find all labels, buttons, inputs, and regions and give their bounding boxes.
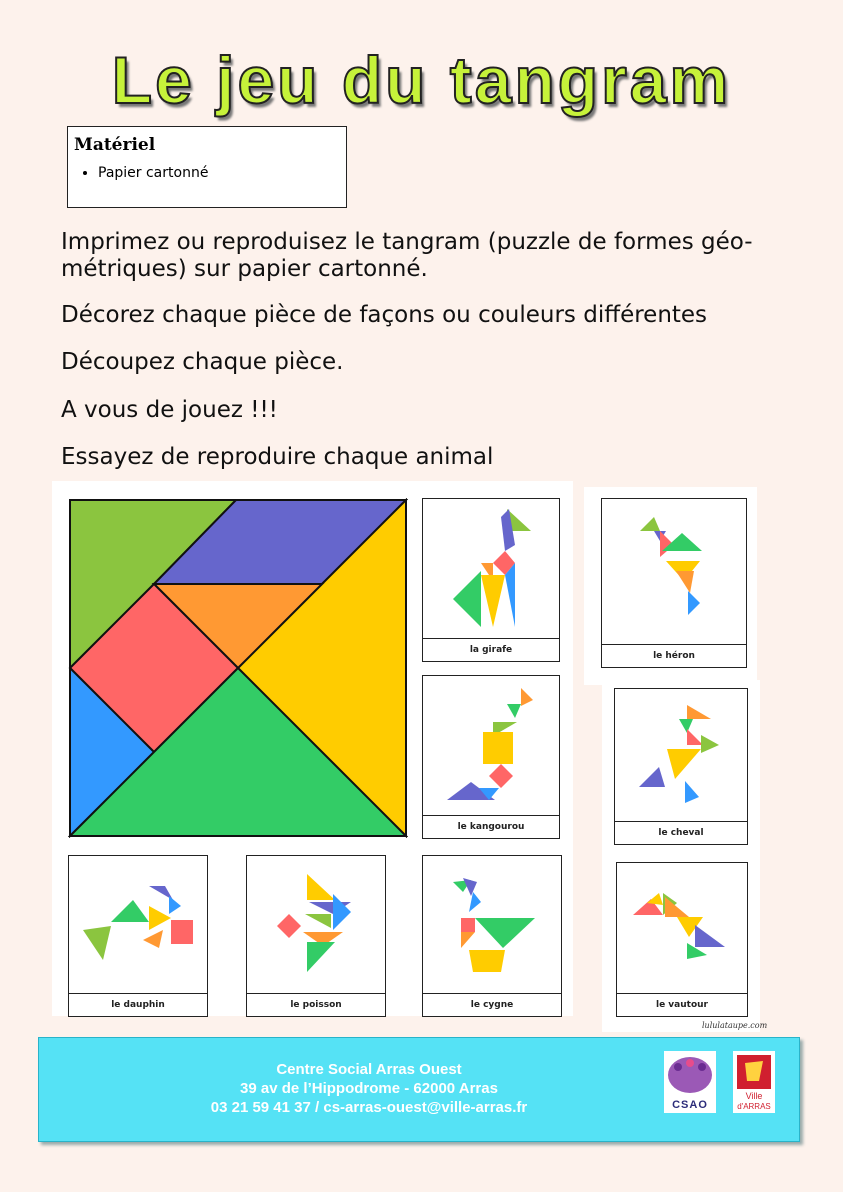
footer-org-name: Centre Social Arras Ouest <box>276 1061 462 1078</box>
animal-label: le cygne <box>423 993 561 1016</box>
tangram-square <box>68 498 408 838</box>
credit-text: lululataupe.com <box>702 1021 768 1030</box>
animal-card-vautour <box>616 862 748 1017</box>
footer-banner <box>38 1037 800 1142</box>
animal-label: la girafe <box>423 638 559 661</box>
materiel-heading: Matériel <box>74 135 156 155</box>
footer-contact: 03 21 59 41 37 / cs-arras-ouest@ville-arras.fr <box>210 1099 528 1116</box>
csao-logo-text: CSAO <box>672 1099 708 1111</box>
instruction-line: Décorez chaque pièce de façons ou couleurs différentes <box>61 302 708 328</box>
animal-card-poisson <box>246 855 386 1017</box>
animal-card-cygne <box>422 855 562 1017</box>
instruction-line: Découpez chaque pièce. <box>61 349 344 375</box>
ville-logo-text-2: d'ARRAS <box>737 1102 771 1111</box>
animal-card-heron <box>601 498 747 668</box>
materiel-box <box>67 126 347 208</box>
animal-card-kangourou <box>422 675 560 839</box>
animal-card-cheval <box>614 688 748 845</box>
heron-figure <box>602 499 746 643</box>
animal-card-girafe <box>422 498 560 662</box>
vautour-figure <box>617 863 747 992</box>
cheval-figure <box>615 689 747 822</box>
csao-logo <box>664 1051 716 1113</box>
kangourou-figure <box>423 676 559 814</box>
ville-arras-logo <box>733 1051 775 1113</box>
dauphin-figure <box>69 856 207 992</box>
animal-label: le dauphin <box>69 993 207 1016</box>
animal-label: le poisson <box>247 993 385 1016</box>
girafe-figure <box>423 499 559 637</box>
footer-address <box>159 1060 579 1117</box>
animal-card-dauphin <box>68 855 208 1017</box>
animal-label: le vautour <box>617 993 747 1016</box>
poisson-figure <box>247 856 385 992</box>
page-title: Le jeu du tangram <box>111 43 732 117</box>
instruction-line: métriques) sur papier cartonné. <box>61 256 428 282</box>
materiel-item: • Papier cartonné <box>98 165 346 181</box>
animal-label: le cheval <box>615 821 747 844</box>
instruction-line: A vous de jouez !!! <box>61 397 278 423</box>
materiel-list <box>68 165 346 181</box>
instruction-line: Essayez de reproduire chaque animal <box>61 444 494 470</box>
footer-street: 39 av de l’Hippodrome - 62000 Arras <box>240 1080 498 1097</box>
ville-logo-text-1: Ville <box>745 1091 763 1101</box>
cygne-figure <box>423 856 561 992</box>
animal-label: le kangourou <box>423 815 559 838</box>
instruction-line: Imprimez ou reproduisez le tangram (puzzle de formes géo- <box>61 229 753 255</box>
animal-label: le héron <box>602 644 746 667</box>
